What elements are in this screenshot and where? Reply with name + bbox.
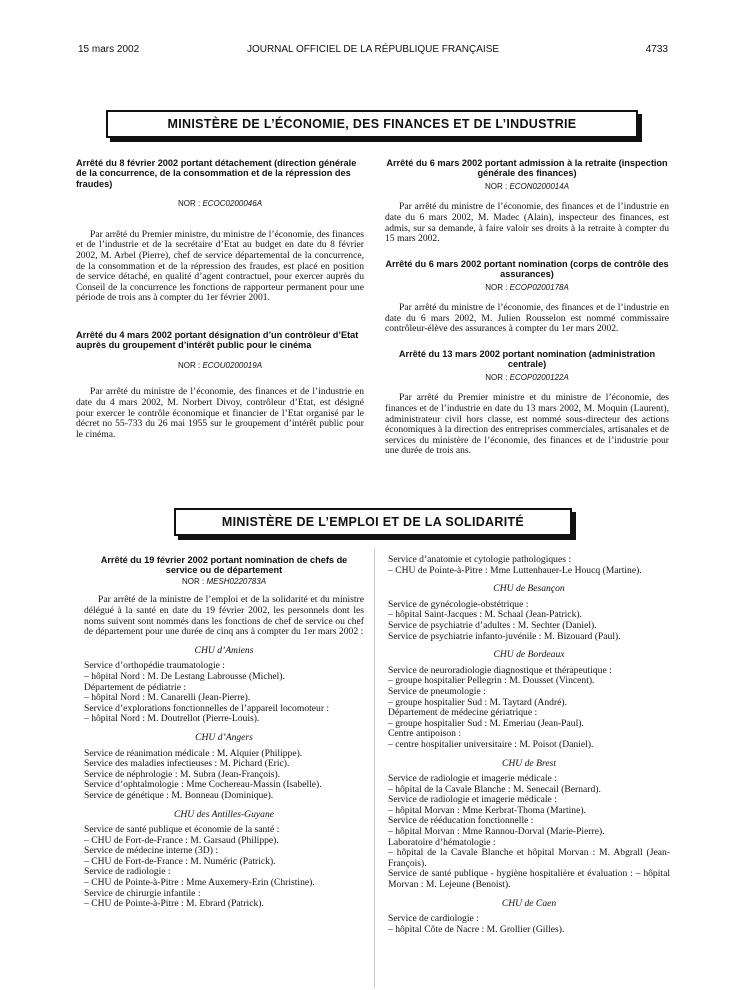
nor-label: NOR : <box>181 576 205 586</box>
appointment-line: Centre antipoison : <box>388 729 462 740</box>
appointment-line: Service de radiologie et imagerie médicale : <box>388 774 557 785</box>
appointment-line: Département de médecine gériatrique : <box>388 708 538 719</box>
appointment-line: Service de radiologie et imagerie médicale : <box>388 795 557 806</box>
nor-code: ECOC0200046A <box>202 199 263 209</box>
hospital-heading: CHU de Bordeaux <box>493 649 565 661</box>
hospital-heading: CHU des Antilles-Guyane <box>173 808 274 820</box>
appointment-line: – hôpital Morvan : Mme Rannou-Dorval (Marie-Pierre). <box>388 827 605 838</box>
appointment-line: – CHU de Fort-de-France : M. Numéric (Patrick). <box>84 856 276 867</box>
appointment-line: Laboratoire d’hématologie : <box>388 837 496 848</box>
appointment-line: Service de réanimation médicale : M. Alquier (Philippe). <box>84 748 303 759</box>
appointment-line: – hôpital Côte de Nacre : M. Grollier (Gilles). <box>388 924 565 935</box>
appointment-line: – centre hospitalier universitaire : M. Poisot (Daniel). <box>388 739 594 750</box>
appointment-line: – hôpital Nord : M. Canarelli (Jean-Pierre). <box>84 693 251 704</box>
nor-reference <box>385 283 669 294</box>
appointment-line: Service d’anatomie et cytologie pathologiques : <box>388 555 572 565</box>
appointment-line: – CHU de Fort-de-France : M. Garsaud (Philippe). <box>84 835 279 846</box>
appointments-list <box>388 555 670 935</box>
article-title: Arrêté du 13 mars 2002 portant nomination (administration centrale) <box>398 348 656 370</box>
appointment-line: Service de chirurgie infantile : <box>84 888 201 899</box>
nor-reference <box>76 199 364 210</box>
nor-label: NOR : <box>177 360 201 370</box>
appointment-line: Service de psychiatrie infanto-juvénile : M. Bizouard (Paul). <box>388 631 621 642</box>
appointment-line: Service de médecine interne (3D) : <box>84 846 218 857</box>
hospital-heading: CHU d’Amiens <box>194 644 254 656</box>
appointment-line: Service de neuroradiologie diagnostique et thérapeutique : <box>388 665 612 676</box>
appointment-line: – CHU de Pointe-à-Pitre : M. Ebrard (Patrick). <box>84 899 264 910</box>
header-date: 15 mars 2002 <box>78 44 140 55</box>
column-divider <box>374 548 375 988</box>
ministry-heading-text: MINISTÈRE DE L’EMPLOI ET DE LA SOLIDARITÉ <box>221 515 525 529</box>
article-title: Arrêté du 19 février 2002 portant nomination de chefs de service ou de département <box>100 555 348 576</box>
appointment-line: – CHU de Pointe-à-Pitre : Mme Auxemery-Erin (Christine). <box>84 878 315 889</box>
nor-label: NOR : <box>485 282 508 292</box>
appointments-list <box>84 646 364 910</box>
appointment-line: Service de radiologie : <box>84 867 171 878</box>
appointment-line: Service des maladies infectieuses : M. Pichard (Eric). <box>84 759 290 770</box>
article-title: Arrêté du 4 mars 2002 portant désignation d’un contrôleur d’Etat auprès du groupement d’intérêt public pour le cinéma <box>76 329 359 351</box>
hospital-heading: CHU de Brest <box>501 757 556 769</box>
hospital-heading: CHU d’Angers <box>195 731 253 743</box>
appointment-line: Département de pédiatrie : <box>84 682 187 693</box>
nor-code: ECOP0200122A <box>509 372 569 382</box>
hospital-heading: CHU de Caen <box>501 897 557 909</box>
article-body: Par arrêté de la ministre de l’emploi et de la solidarité et du ministre délégué à la santé en date du 19 février 2002, les personnels dont les noms suivent sont nommés dans les fonctions de chef de service ou chef de département pour une durée de cinq ans à compter du 1er mars 2002 : <box>84 594 364 638</box>
appointment-line: Service de gynécologie-obstétrique : <box>388 599 529 610</box>
article-title: Arrêté du 6 mars 2002 portant nomination (corps de contrôle des assurances) <box>385 258 669 280</box>
appointment-line: – CHU de Pointe-à-Pitre : Mme Luttenhauer-Le Houcq (Martine). <box>388 565 642 576</box>
appointment-line: – hôpital Saint-Jacques : M. Schaal (Jean-Patrick). <box>388 610 582 621</box>
nor-code: ECOU0200019A <box>202 360 263 370</box>
nor-code: ECOP0200178A <box>509 282 569 292</box>
running-header <box>78 44 668 58</box>
article-body: Par arrêté du Premier ministre, du ministre de l’économie, des finances et de l’industrie et de la secrétaire d’Etat au budget en date du 8 février 2002, M. Arbel (Pierre), chef de service départemental de la concurrence, de la consommation et de la répression des fraudes, est placé en position de service détaché, en qualité d’agent contractuel, pour exercer auprès du Conseil de la concurrence les fonctions de rapporteur permanent pour une période de trois ans à compter du 1er février 2001. <box>76 228 364 304</box>
header-page-number: 4733 <box>645 44 668 55</box>
nor-label: NOR : <box>485 372 508 382</box>
appointment-line: Service d’explorations fonctionnelles de l’appareil locomoteur : <box>84 703 330 714</box>
appointment-line: Service de psychiatrie d’adultes : M. Sechter (Daniel). <box>388 620 597 631</box>
section2-left-column <box>84 555 364 910</box>
appointment-line: Service de pneumologie : <box>388 686 486 697</box>
section1-right-column <box>385 158 669 457</box>
article-body: Par arrêté du ministre de l’économie, des finances et de l’industrie en date du 6 mars 2002, M. Julien Rousselon est nommé commissaire contrôleur-élève des assurances à compter du 1er mars 2002. <box>385 302 669 335</box>
appointment-line: Service d’orthopédie traumatologie : <box>84 661 225 672</box>
appointment-line: Service de cardiologie : <box>388 914 479 925</box>
nor-label: NOR : <box>484 181 508 191</box>
ministry-heading-economie <box>106 110 638 138</box>
article-title: Arrêté du 6 mars 2002 portant admission à la retraite (inspection générale des finances) <box>386 158 668 179</box>
appointment-line: Service de santé publique et économie de la santé : <box>84 825 280 836</box>
article-title: Arrêté du 8 février 2002 portant détachement (direction générale de la concurrence, de la consommation et de la répression des fraudes) <box>76 158 357 189</box>
appointment-line: – groupe hospitalier Sud : M. Emeriau (Jean-Paul). <box>388 718 584 729</box>
appointment-line: – groupe hospitalier Pellegrin : M. Dousset (Vincent). <box>388 676 595 687</box>
appointment-line: – hôpital Morvan : Mme Kerbrat-Thoma (Martine). <box>388 805 586 816</box>
appointment-line: – hôpital Nord : M. De Lestang Labrousse (Michel). <box>84 671 285 682</box>
hospital-heading: CHU de Besançon <box>493 583 565 595</box>
appointment-line: – hôpital de la Cavale Blanche et hôpital Morvan : M. Abgrall (Jean-François). <box>388 847 670 869</box>
appointment-line: Service de néphrologie : M. Subra (Jean-François). <box>84 769 281 780</box>
nor-reference <box>385 373 669 384</box>
appointment-line: – groupe hospitalier Sud : M. Taytard (André). <box>388 697 567 708</box>
appointment-line: Service d’ophtalmologie : Mme Cochereau-Massin (Isabelle). <box>84 780 322 791</box>
appointment-line: – hôpital Nord : M. Doutrellot (Pierre-Louis). <box>84 714 260 725</box>
header-journal-title: JOURNAL OFFICIEL DE LA RÉPUBLIQUE FRANÇAISE <box>246 44 500 55</box>
article-body: Par arrêté du ministre de l’économie, des finances et de l’industrie en date du 6 mars 2002, M. Madec (Alain), inspecteur des finances, est admis, sur sa demande, à faire valoir ses droits à la retraite à compter du 15 mars 2002. <box>385 201 669 245</box>
section2-right-column <box>388 555 670 935</box>
appointment-line: Service de génétique : M. Bonneau (Dominique). <box>84 790 274 801</box>
article-body: Par arrêté du Premier ministre et du ministre de l’économie, des finances et de l’industrie en date du 13 mars 2002, M. Moquin (Laurent), administrateur civil hors classe, est nommé sous-directeur des actions économiques à la direction des entreprises commerciales, artisanales et de services du ministère de l’économie, des finances et de l’industrie pour une durée de trois ans. <box>385 392 669 457</box>
nor-reference <box>84 577 364 588</box>
ministry-heading-text: MINISTÈRE DE L’ÉCONOMIE, DES FINANCES ET DE L’INDUSTRIE <box>167 117 577 131</box>
nor-code: MESH0220783A <box>206 576 267 586</box>
nor-code: ECON0200014A <box>509 181 570 191</box>
appointment-line: Service de rééducation fonctionnelle : <box>388 816 534 827</box>
appointment-line: – hôpital de la Cavale Blanche : M. Senecail (Bernard). <box>388 784 601 795</box>
nor-reference <box>385 182 669 193</box>
article-body: Par arrêté du ministre de l’économie, des finances et de l’industrie en date du 4 mars 2002, M. Norbert Divoy, contrôleur d’Etat, est désigné pour exercer le contrôle économique et financier de l’Etat organisé par le décret no 55-733 du 26 mai 1955 sur le groupement d’intérêt public pour le cinéma. <box>76 386 364 440</box>
ministry-heading-emploi <box>174 508 572 536</box>
nor-label: NOR : <box>177 199 201 209</box>
nor-reference <box>76 361 364 372</box>
section1-left-column <box>76 158 364 440</box>
appointment-line: Service de santé publique - hygiène hospitalière et évaluation : – hôpital Morvan : M. Lejeune (Benoist). <box>388 868 670 891</box>
